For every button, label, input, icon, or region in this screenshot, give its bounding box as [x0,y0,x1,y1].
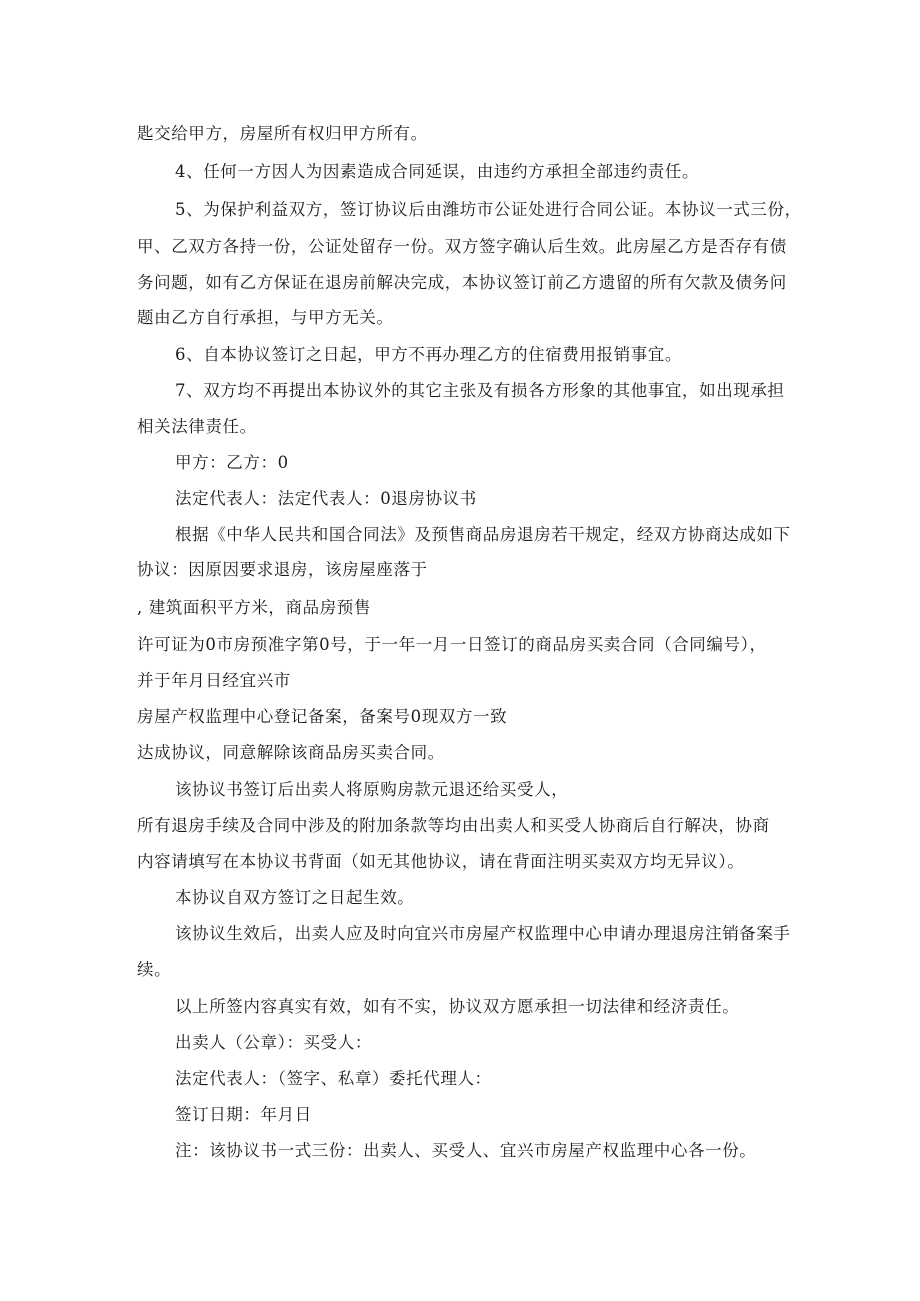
text-line: 法定代表人：（签字、私章）委托代理人： [175,1069,492,1088]
text-line: 达成协议，同意解除该商品房买卖合同。 [137,743,445,762]
text-line: 内容请填写在本协议书背面（如无其他协议，请在背面注明买卖双方均无异议）。 [137,852,745,871]
text-line: 房屋产权监理中心登记备案，备案号0现双方一致 [137,707,508,726]
text-line: 协议：因原因要求退房，该房屋座落于 [137,560,428,579]
text-line: 并于年月日经宜兴市 [137,671,291,690]
text-line: 5、为保护利益双方，签订协议后由潍坊市公证处进行合同公证。本协议一式三份， [175,200,802,219]
text-line: 6、自本协议签订之日起，甲方不再办理乙方的住宿费用报销事宜。 [175,345,682,364]
text-line: 该协议书签订后出卖人将原购房款元退还给买受人， [175,780,569,799]
text-line: 许可证为0市房预准字第0号，于一年一月一日签订的商品房买卖合同（合同编号）， [137,635,767,654]
text-line: 甲、乙双方各持一份，公证处留存一份。双方签字确认后生效。此房屋乙方是否存有债 [137,237,787,256]
text-line: 7、双方均不再提出本协议外的其它主张及有损各方形象的其他事宜，如出现承担 [175,381,785,400]
text-line: 根据《中华人民共和国合同法》及预售商品房退房若干规定，经双方协商达成如下 [175,525,791,544]
text-line: 务问题，如有乙方保证在退房前解决完成，本协议签订前乙方遗留的所有欠款及债务问 [137,273,787,292]
text-line: 出卖人（公章）：买受人： [175,1033,372,1052]
text-line: 以上所签内容真实有效，如有不实，协议双方愿承担一切法律和经济责任。 [175,997,740,1016]
text-line: 签订日期：年月日 [175,1105,312,1124]
text-line: 匙交给甲方，房屋所有权归甲方所有。 [137,124,428,143]
text-line: 甲方：乙方：0 [175,453,289,472]
text-line: 4、任何一方因人为因素造成合同延误，由违约方承担全部违约责任。 [175,162,700,181]
text-line: 续。 [137,960,172,979]
text-line: 相关法律责任。 [137,417,257,436]
text-line: 该协议生效后，出卖人应及时向宜兴市房屋产权监理中心申请办理退房注销备案手 [175,924,791,943]
text-line: 题由乙方自行承担，与甲方无关。 [137,308,394,327]
text-line: , 建筑面积平方米，商品房预售 [137,598,371,617]
text-line: 本协议自双方签订之日起生效。 [175,888,415,907]
text-line: 所有退房手续及合同中涉及的附加条款等均由出卖人和买受人协商后自行解决，协商 [137,816,770,835]
text-line: 注：该协议书一式三份：出卖人、买受人、宜兴市房屋产权监理中心各一份。 [175,1141,757,1160]
text-line: 法定代表人：法定代表人：0退房协议书 [175,489,477,508]
